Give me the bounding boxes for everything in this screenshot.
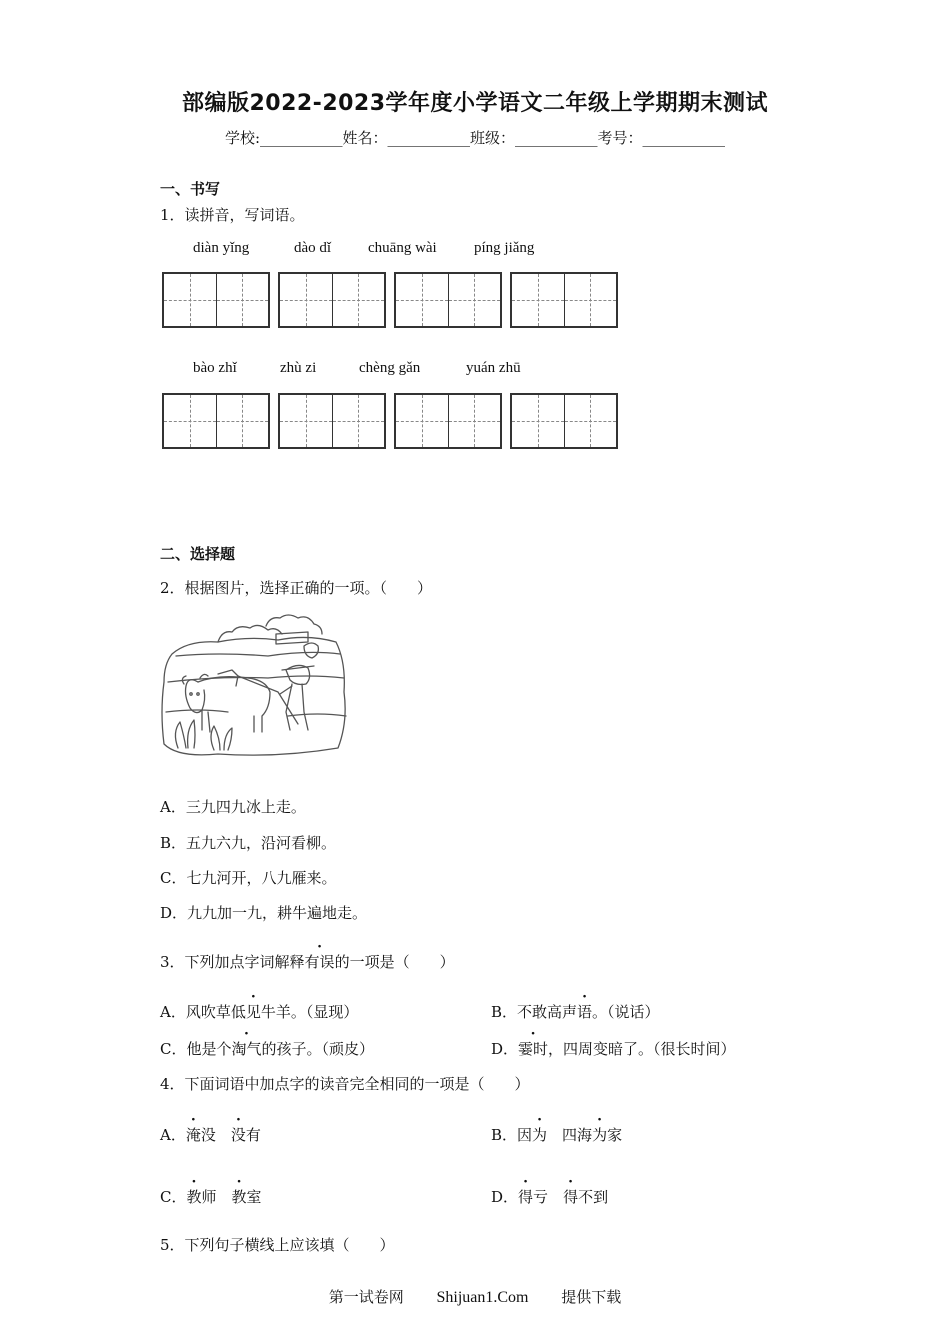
dotted-char: 霎时 [518,1040,549,1058]
writing-grid[interactable] [510,393,618,449]
q3-prompt-b: 的一项是（ ） [334,953,455,971]
q2-option-a[interactable]: A．三九四九冰上走。 [160,798,306,816]
pinyin-label: dào dǐ [294,240,332,256]
question-5-prompt: 5．下列句子横线上应该填（ ） [160,1236,395,1254]
q3-prompt-a: 3．下列加点字词解释 [160,953,305,971]
q3-option-b[interactable] [491,1001,660,1022]
pinyin-label: diàn yǐng [193,240,250,256]
writing-grid[interactable] [162,393,270,449]
q4-option-c[interactable] [160,1186,262,1207]
ox-plowing-illustration [158,612,354,760]
option-text: 没 [200,1126,231,1144]
page-footer [0,1286,950,1307]
writing-grid[interactable] [394,393,502,449]
option-text: C．他是个 [160,1040,232,1058]
option-text: C． [160,1188,187,1206]
dotted-char: 为 [592,1126,608,1144]
q3-option-c[interactable] [160,1038,374,1059]
dotted-char: 教 [186,1188,202,1206]
q4-option-d[interactable] [491,1186,608,1207]
student-info-line: 学校:___________姓名：___________班级：___________考号：___________ [224,129,726,147]
q2-option-d[interactable]: D．九九加一九，耕牛遍地走。 [160,904,368,922]
q3-option-d[interactable] [491,1038,736,1059]
dotted-char: 没 [230,1126,246,1144]
footer-site-link[interactable]: Shijuan1.Com [436,1289,529,1306]
q3-option-a[interactable] [160,1001,358,1022]
dotted-char: 教 [231,1188,247,1206]
option-text: 家 [607,1126,623,1144]
question-3-prompt [160,951,455,972]
q4-option-b[interactable] [491,1124,622,1145]
writing-grid[interactable] [510,272,618,328]
pinyin-label: zhù zi [280,360,317,376]
option-text: B．不敢高声 [491,1003,578,1021]
option-text: A．风吹草低 [160,1003,246,1021]
footer-left: 第一试卷网 [328,1288,404,1306]
option-text: 四海 [547,1126,593,1144]
footer-right: 提供下载 [561,1288,622,1306]
question-2-prompt: 2．根据图片，选择正确的一项。（ ） [160,579,433,597]
option-text: 师 [201,1188,232,1206]
option-text: A． [160,1126,186,1144]
option-text: 的孩子。（顽皮） [261,1040,375,1058]
dotted-char: 得 [518,1188,534,1206]
pinyin-label: bào zhǐ [193,360,237,376]
option-text: ，四周变暗了。（很长时间） [548,1040,736,1058]
option-text: 。（说话） [592,1003,660,1021]
writing-grid[interactable] [162,272,270,328]
pinyin-label: yuán zhū [466,360,521,376]
q2-option-b[interactable]: B．五九六九，沿河看柳。 [160,834,337,852]
writing-grid[interactable] [278,393,386,449]
dotted-char: 见 [245,1003,261,1021]
dotted-char: 得 [563,1188,579,1206]
writing-grid[interactable] [278,272,386,328]
section-heading-choice: 二、选择题 [160,545,236,563]
dotted-char: 淘气 [231,1040,262,1058]
pinyin-label: chèng gǎn [359,360,421,376]
writing-grid[interactable] [394,272,502,328]
question-1-prompt: 1．读拼音，写词语。 [160,206,305,224]
option-text: B．因 [491,1126,533,1144]
q4-option-a[interactable] [160,1124,261,1145]
q3-prompt-dotted: 有误 [304,953,335,971]
option-text: 牛羊。（显现） [260,1003,359,1021]
option-text: D． [491,1040,519,1058]
option-text: 室 [246,1188,262,1206]
dotted-char: 为 [532,1126,548,1144]
page-title: 部编版2022-2023学年度小学语文二年级上学期期末测试 [181,91,769,116]
dotted-char: 淹 [185,1126,201,1144]
pinyin-label: chuāng wài [368,240,437,256]
option-text: D． [491,1188,519,1206]
q2-option-c[interactable]: C．七九河开，八九雁来。 [160,869,337,887]
option-text: 亏 [533,1188,564,1206]
dotted-char: 语 [577,1003,593,1021]
option-text: 有 [245,1126,261,1144]
option-text: 不到 [578,1188,609,1206]
pinyin-label: píng jiǎng [474,240,535,256]
section-heading-writing: 一、书写 [160,180,221,198]
question-4-prompt: 4．下面词语中加点字的读音完全相同的一项是（ ） [160,1075,530,1093]
